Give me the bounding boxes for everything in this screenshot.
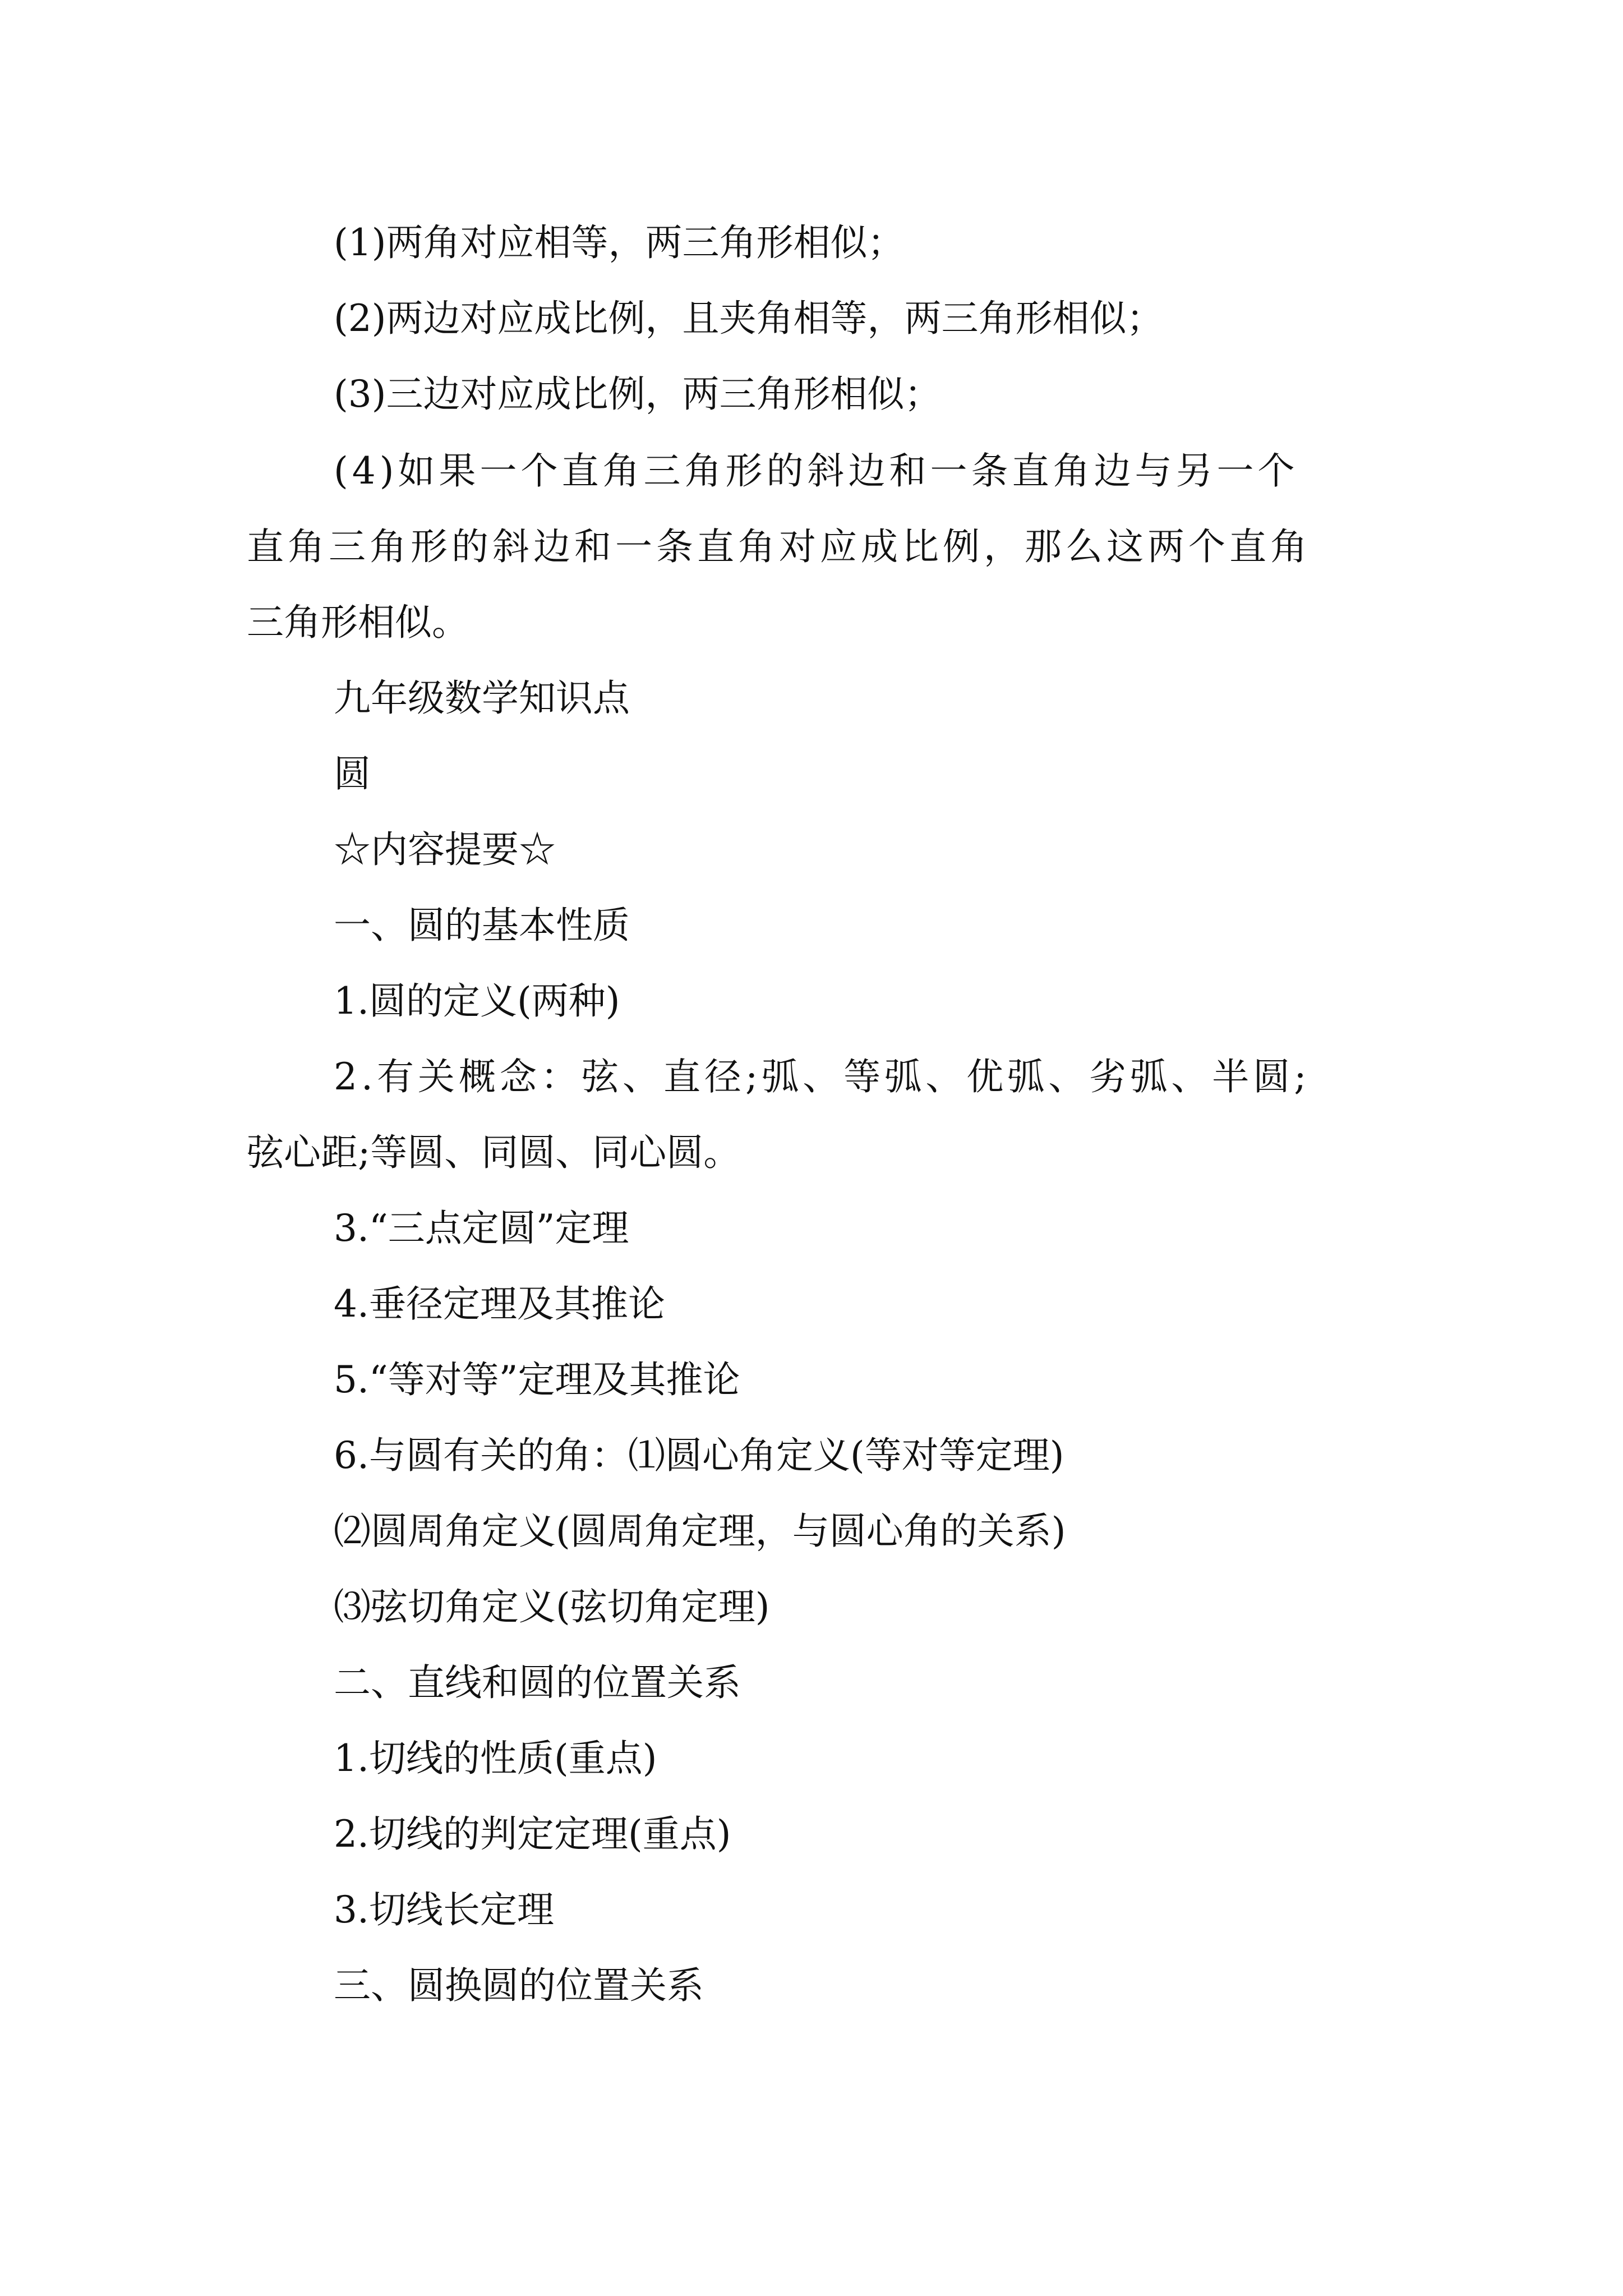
paragraph-line: (3)三边对应成比例，两三角形相似； — [334, 372, 942, 416]
list-item: 4.垂径定理及其推论 — [334, 1282, 665, 1326]
section-heading: 圆 — [334, 752, 371, 795]
section-heading: 二、直线和圆的位置关系 — [334, 1661, 741, 1704]
section-heading: 三、圆换圆的位置关系 — [334, 1964, 704, 2007]
list-item: 5.“等对等”定理及其推论 — [334, 1358, 740, 1401]
list-item: ⑶弦切角定义(弦切角定理) — [334, 1585, 770, 1628]
section-heading: ☆内容提要☆ — [334, 828, 556, 871]
list-item: 1.切线的性质(重点) — [334, 1737, 657, 1780]
paragraph-line: (1)两角对应相等，两三角形相似； — [334, 221, 905, 264]
section-heading: 九年级数学知识点 — [334, 677, 630, 720]
paragraph-line: 直角三角形的斜边和一条直角对应成比例，那么这两个直角 — [247, 525, 1311, 568]
list-item: 弦心距;等圆、同圆、同心圆。 — [247, 1131, 741, 1174]
list-item: 1.圆的定义(两种) — [334, 979, 620, 1023]
list-item: 2.有关概念：弦、直径;弧、等弧、优弧、劣弧、半圆; — [334, 1055, 1311, 1098]
list-item: 3.切线长定理 — [334, 1888, 554, 1931]
paragraph-line: (4)如果一个直角三角形的斜边和一条直角边与另一个 — [334, 449, 1299, 493]
section-heading: 一、圆的基本性质 — [334, 904, 630, 947]
paragraph-line: (2)两边对应成比例，且夹角相等，两三角形相似； — [334, 297, 1164, 340]
paragraph-line: 三角形相似。 — [247, 601, 469, 644]
list-item: 6.与圆有关的角：⑴圆心角定义(等对等定理) — [334, 1434, 1064, 1477]
list-item: ⑵圆周角定义(圆周角定理，与圆心角的关系) — [334, 1510, 1066, 1553]
list-item: 3.“三点定圆”定理 — [334, 1207, 629, 1250]
list-item: 2.切线的判定定理(重点) — [334, 1812, 731, 1856]
